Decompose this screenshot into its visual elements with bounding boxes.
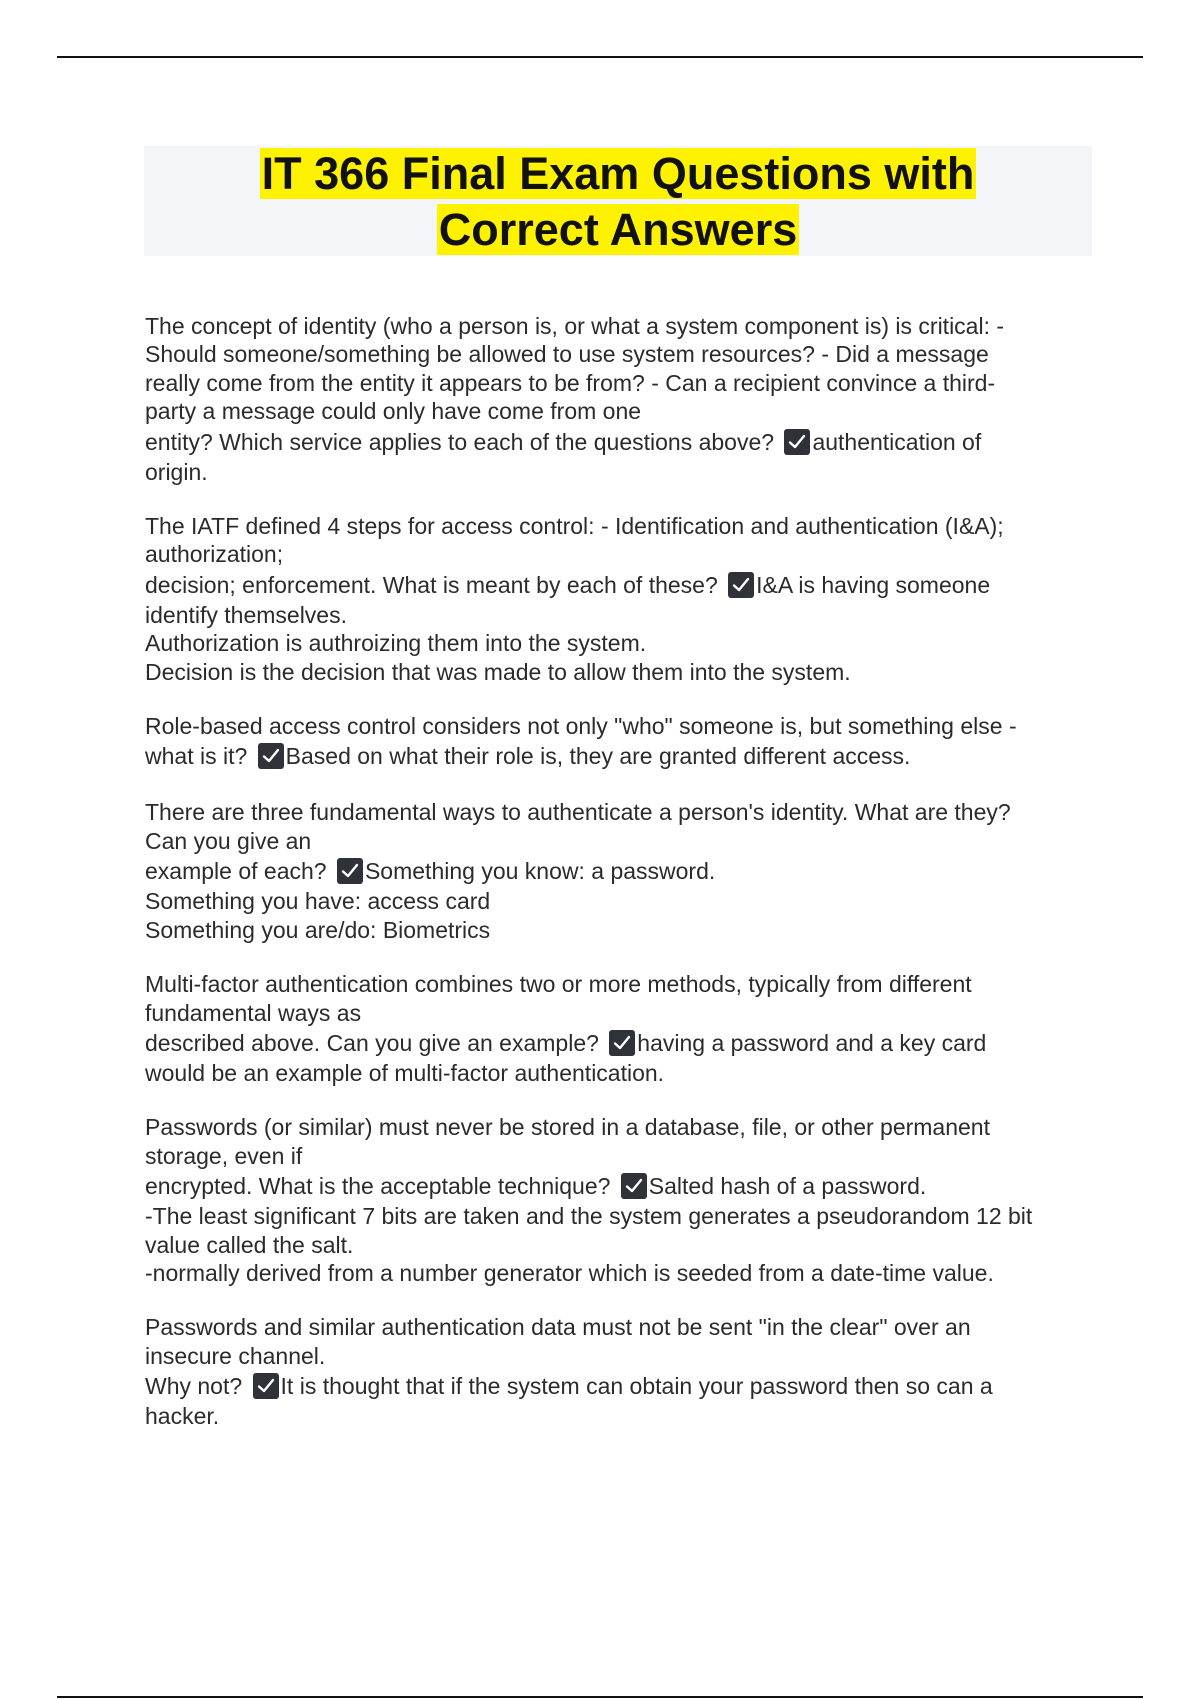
qa-item [145,512,1080,686]
answer-text: Based on what their role is, they are granted different access. [285,743,911,770]
question-text: described above. Can you give an example? [145,1029,599,1056]
qa-line: authorization; [145,541,284,568]
qa-line: insecure channel. [145,1342,326,1369]
answer-text: Something you know: a password. [364,858,716,885]
qa-line: storage, even if [145,1142,303,1169]
top-rule [57,56,1143,58]
answer-text: I&A is having someone [756,571,991,598]
qa-line: Multi-factor authentication combines two or more methods, typically from different [145,971,972,998]
checkmark-box-icon [258,743,284,769]
qa-line: really come from the entity it appears to be from? - Can a recipient convince a third- [145,369,996,396]
qa-line: hacker. [145,1403,220,1430]
checkmark-box-icon [728,572,754,598]
qa-line: -normally derived from a number generator which is seeded from a date-time value. [145,1259,994,1286]
qa-line: identify themselves. [145,601,347,628]
qa-line: Something you have: access card [145,888,491,915]
qa-line: Decision is the decision that was made to allow them into the system. [145,658,851,685]
question-text: what is it? [145,743,248,770]
checkmark-box-icon [621,1173,647,1199]
answer-text: having a password and a key card [637,1029,987,1056]
qa-item [145,1313,1080,1430]
qa-item [145,970,1080,1087]
qa-line [145,1370,1080,1402]
qa-line [145,740,1080,772]
title-line-2: Correct Answers [438,204,798,255]
qa-item [145,1113,1080,1287]
checkmark-box-icon [784,429,810,455]
qa-item [145,312,1080,486]
qa-line: Something you are/do: Biometrics [145,916,491,943]
qa-item [145,712,1080,772]
qa-line: Can you give an [145,827,312,854]
qa-line: fundamental ways as [145,999,362,1026]
qa-item [145,798,1080,944]
page-title [144,146,1092,258]
qa-line: -The least significant 7 bits are taken and the system generates a pseudorandom 12 bit [145,1203,1033,1230]
qa-line: Authorization is authroizing them into the system. [145,630,647,657]
qa-list [145,312,1080,1457]
checkmark-box-icon [609,1030,635,1056]
answer-text: It is thought that if the system can obtain your password then so can a [280,1373,993,1400]
qa-line [145,426,1080,458]
question-text: example of each? [145,858,327,885]
bottom-rule [57,1696,1143,1698]
title-line-1: IT 366 Final Exam Questions with [261,148,975,199]
answer-text: authentication of [812,428,982,455]
title-banner [144,146,1092,256]
qa-line: would be an example of multi-factor authentication. [145,1059,665,1086]
qa-line: party a message could only have come from one [145,398,642,425]
qa-line: origin. [145,458,208,485]
qa-line: Passwords and similar authentication data must not be sent "in the clear" over an [145,1314,971,1341]
checkmark-box-icon [253,1373,279,1399]
qa-line [145,855,1080,887]
question-text: Why not? [145,1373,243,1400]
question-text: entity? Which service applies to each of the questions above? [145,428,775,455]
checkmark-box-icon [337,858,363,884]
qa-line [145,1027,1080,1059]
qa-line: The concept of identity (who a person is, or what a system component is) is critical: - [145,313,1005,339]
question-text: decision; enforcement. What is meant by each of these? [145,571,718,598]
qa-line [145,1170,1080,1202]
question-text: encrypted. What is the acceptable technique? [145,1173,611,1200]
qa-line: Should someone/something be allowed to use system resources? - Did a message [145,341,989,368]
qa-line: The IATF defined 4 steps for access control: - Identification and authentication (I&A); [145,513,1004,540]
answer-text: Salted hash of a password. [648,1173,927,1200]
qa-line: There are three fundamental ways to authenticate a person's identity. What are they? [145,799,1011,826]
qa-line [145,569,1080,601]
qa-line: Role-based access control considers not only "who" someone is, but something else - [145,713,1017,740]
qa-line: value called the salt. [145,1231,354,1258]
qa-line: Passwords (or similar) must never be stored in a database, file, or other permanent [145,1114,990,1141]
